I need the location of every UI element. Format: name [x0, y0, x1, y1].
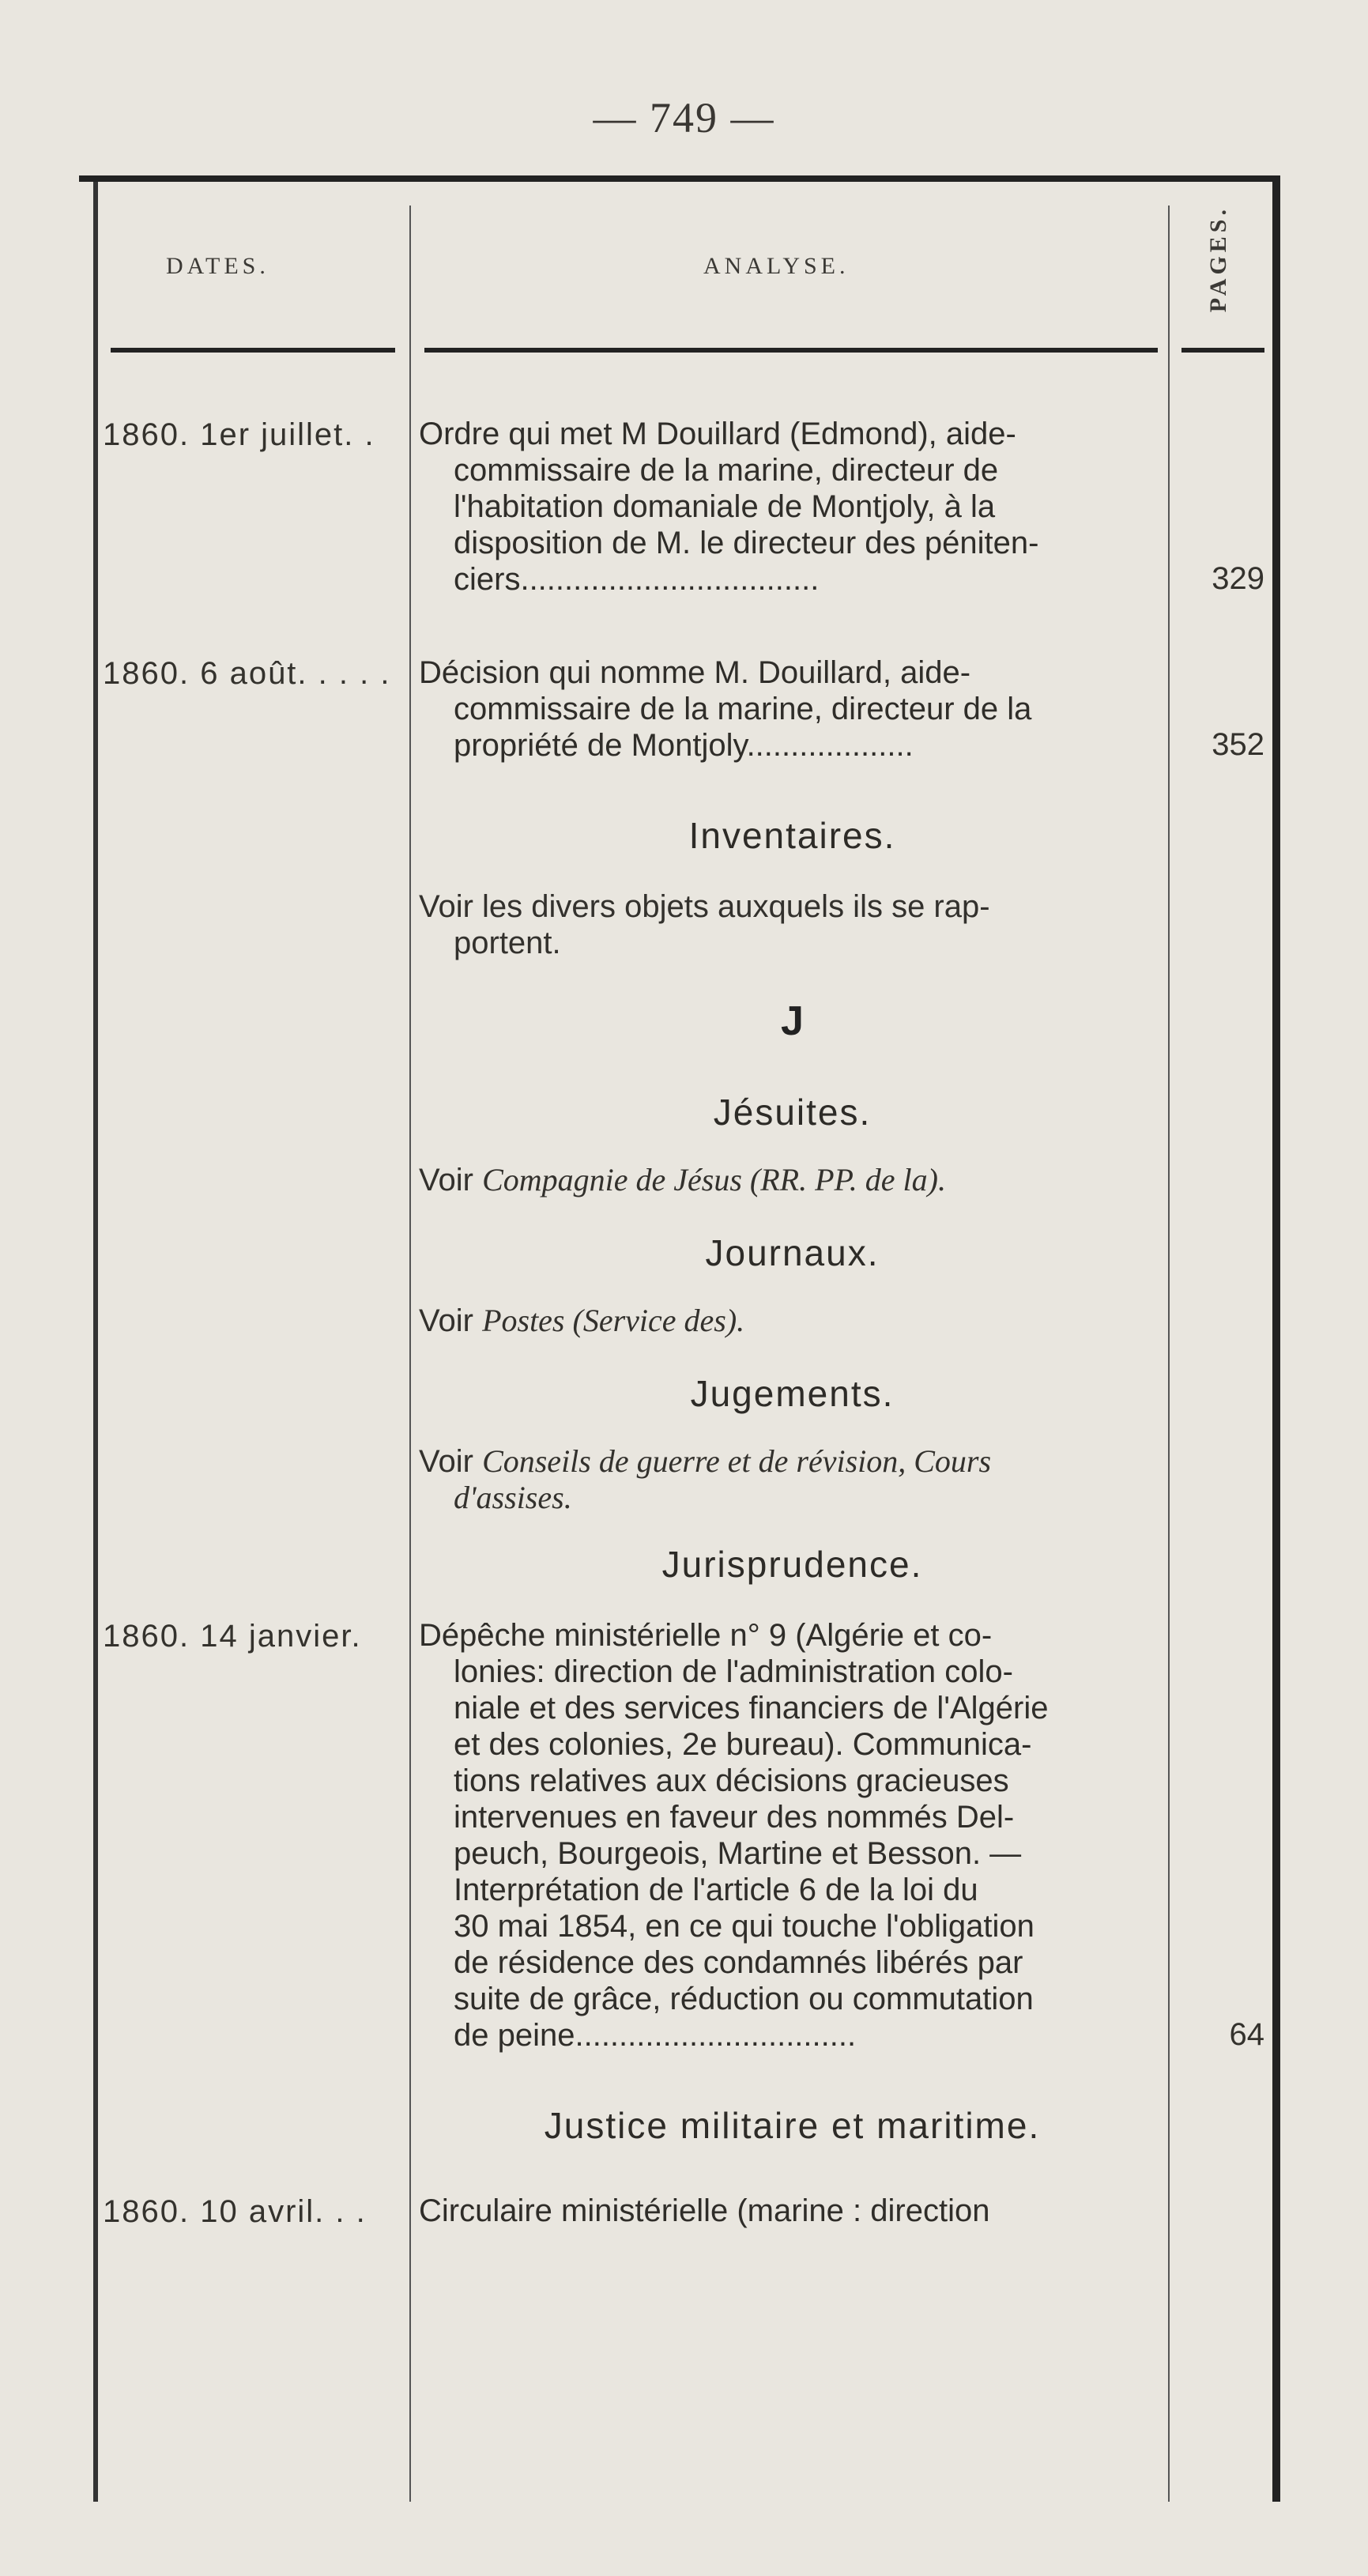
reference-target: Postes (Service des). — [482, 1303, 745, 1338]
entry-date: 1860. 10 avril. . . — [103, 2194, 367, 2229]
reference-target: Conseils de guerre et de révision, Cours — [482, 1443, 992, 1479]
entry-line: Circulaire ministérielle (marine : direction — [419, 2193, 990, 2228]
section-heading-inventaires: Inventaires. — [688, 815, 896, 856]
entry-line: propriété de Montjoly................... — [454, 728, 914, 763]
entry-line: Décision qui nomme M. Douillard, aide- — [419, 655, 971, 690]
page-number: — 749 — — [593, 94, 775, 141]
entry-page: 329 — [1212, 561, 1264, 596]
section-heading-journaux: Journaux. — [705, 1232, 880, 1273]
section-heading-jesuites: Jésuites. — [713, 1092, 872, 1133]
header-pages: PAGES. — [1205, 206, 1231, 313]
entry-analysis — [419, 654, 1166, 764]
entry-line: commissaire de la marine, directeur de la — [454, 692, 1032, 726]
entry-line: l'habitation domaniale de Montjoly, à la — [454, 489, 996, 524]
section-heading-justice: Justice militaire et maritime. — [544, 2105, 1041, 2146]
entry-line: peuch, Bourgeois, Martine et Besson. — — [454, 1836, 1022, 1871]
column-separator-pages — [1168, 206, 1170, 2502]
section-letter: J — [781, 998, 804, 1044]
reference-inventaires — [419, 888, 1166, 961]
reference-journaux — [419, 1303, 1166, 1339]
entry-line: ciers.................................. — [454, 562, 820, 597]
left-border — [93, 182, 98, 2502]
entry-line: suite de grâce, réduction ou commutation — [454, 1982, 1034, 2016]
entry-line: et des colonies, 2e bureau). Communica- — [454, 1727, 1032, 1762]
entry-line: de peine................................ — [454, 2018, 857, 2053]
entry-line: tions relatives aux décisions gracieuses — [454, 1763, 1009, 1798]
reference-jugements — [419, 1443, 1166, 1516]
header-rule — [111, 348, 395, 353]
entry-line: Interprétation de l'article 6 de la loi du — [454, 1873, 978, 1907]
section-heading-jurisprudence: Jurisprudence. — [661, 1544, 923, 1585]
header-rule — [1181, 348, 1264, 353]
entry-line: disposition de M. le directeur des péniten- — [454, 526, 1039, 560]
entry-line: de résidence des condamnés libérés par — [454, 1945, 1023, 1980]
entry-line: Ordre qui met M Douillard (Edmond), aide- — [419, 417, 1016, 451]
right-border — [1272, 182, 1280, 2502]
column-separator-dates — [409, 206, 411, 2502]
reference-target: Compagnie de Jésus (RR. PP. de la). — [482, 1162, 946, 1197]
entry-page: 352 — [1212, 727, 1264, 762]
section-heading-jugements: Jugements. — [690, 1373, 895, 1414]
reference-jesuites — [419, 1162, 1166, 1198]
voir-label: Voir — [419, 1303, 473, 1338]
reference-target: d'assises. — [454, 1480, 572, 1515]
header-analyse: ANALYSE. — [703, 253, 850, 279]
entry-page: 64 — [1229, 2017, 1264, 2052]
header-dates: DATES. — [166, 253, 269, 279]
entry-line: intervenues en faveur des nommés Del- — [454, 1800, 1015, 1835]
header-rule — [424, 348, 1158, 353]
voir-label: Voir — [419, 1444, 473, 1479]
entry-analysis — [419, 2193, 1166, 2229]
index-table — [79, 175, 1280, 2502]
entry-line: 30 mai 1854, en ce qui touche l'obligation — [454, 1909, 1034, 1944]
entry-line: lonies: direction de l'administration colo- — [454, 1654, 1013, 1689]
reference-line: Voir les divers objets auxquels ils se rap- — [419, 889, 990, 924]
entry-analysis — [419, 1617, 1166, 2054]
entry-line: commissaire de la marine, directeur de — [454, 453, 999, 488]
entry-analysis — [419, 416, 1166, 598]
entry-date: 1860. 6 août. . . . . — [103, 656, 391, 691]
entry-date: 1860. 1er juillet. . — [103, 417, 375, 452]
reference-line: portent. — [454, 926, 561, 960]
entry-date: 1860. 14 janvier. — [103, 1619, 362, 1654]
entry-line: Dépêche ministérielle n° 9 (Algérie et co- — [419, 1618, 993, 1653]
entry-line: niale et des services financiers de l'Algérie — [454, 1691, 1049, 1726]
voir-label: Voir — [419, 1163, 473, 1197]
